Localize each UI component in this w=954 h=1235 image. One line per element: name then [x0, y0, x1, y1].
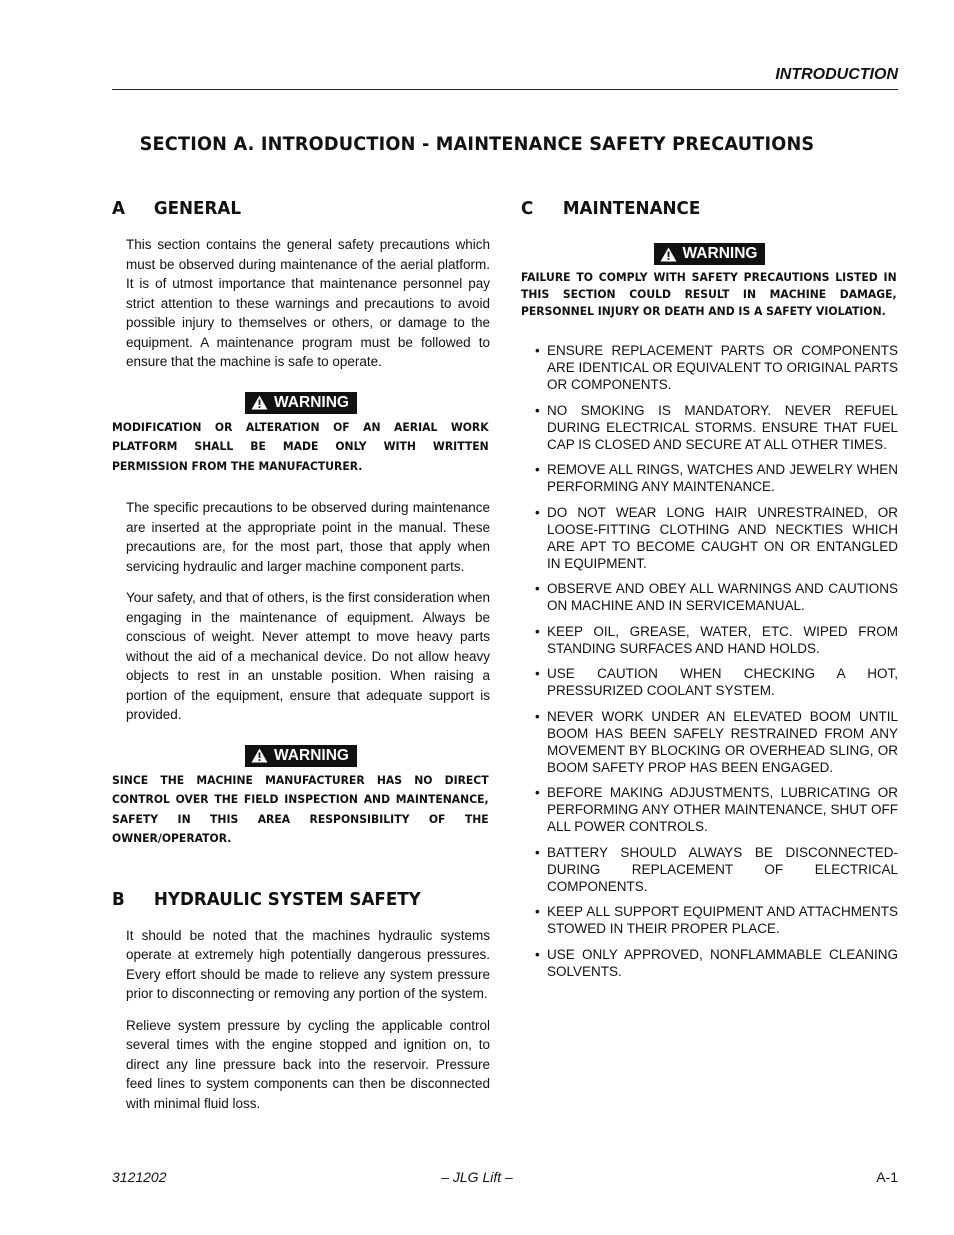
- heading-text: MAINTENANCE: [562, 198, 701, 219]
- list-item: • KEEP OIL, GREASE, WATER, ETC. WIPED FROM STANDING SURFACES AND HAND HOLDS.: [535, 623, 898, 656]
- heading-general: [112, 198, 464, 219]
- warning-triangle-icon: [251, 748, 268, 763]
- list-item: • NEVER WORK UNDER AN ELEVATED BOOM UNTIL BOOM HAS BEEN SAFELY RESTRAINED FROM ANY MOVEMENT BY BLOCKING OR OVERHEAD SLING, OR BOOM SAFETY PROP HAS BEEN ENGAGED.: [535, 708, 898, 775]
- maintenance-bullet-list: [521, 342, 898, 980]
- warning-banner: [521, 243, 898, 265]
- left-column: [112, 198, 490, 1125]
- list-item: • BEFORE MAKING ADJUSTMENTS, LUBRICATING OR PERFORMING ANY OTHER MAINTENANCE, SHUT OFF ALL POWER CONTROLS.: [535, 785, 898, 834]
- warning-triangle-icon: [660, 247, 677, 262]
- general-paragraph-1: This section contains the general safety precautions which must be observed during maintenance of the aerial platform. It is of utmost importance that maintenance personnel pay strict attention to these warnings and precautions to avoid possible injury to themselves or others, or damage to the equipment. A maintenance program must be followed to ensure that the machine is safe to operate.: [126, 237, 490, 369]
- hydraulic-paragraph-2: Relieve system pressure by cycling the applicable control several times with the engine stopped and ignition on, to direct any line pressure back into the reservoir. Pressure feed lines to system components can then be disconnected with minimal fluid loss.: [126, 1017, 490, 1111]
- list-item: • ENSURE REPLACEMENT PARTS OR COMPONENTS ARE IDENTICAL OR EQUIVALENT TO ORIGINAL PARTS OR COMPONENTS.: [535, 343, 898, 392]
- bullet-dot: •: [535, 844, 540, 860]
- warning-label: [654, 243, 766, 265]
- bullet-dot: •: [535, 581, 540, 596]
- warning-triangle-icon: [251, 395, 268, 410]
- bullet-dot: •: [535, 504, 540, 520]
- bullet-dot: •: [535, 946, 540, 962]
- hydraulic-paragraph-1: It should be noted that the machines hydraulic systems operate at extremely high potentially dangerous pressures. Every effort should be made to relieve any system pressure prior to disconnecting or removing any portion of the system.: [126, 927, 490, 1001]
- heading-letter: B: [112, 888, 125, 910]
- warning-banner: [112, 745, 490, 767]
- heading-letter: A: [112, 198, 125, 219]
- warning-text-modification: MODIFICATION OR ALTERATION OF AN AERIAL WORK PLATFORM SHALL BE MADE ONLY WITH WRITTEN PERMISSION FROM THE MANUFACTURER.: [112, 419, 489, 473]
- heading-hydraulic: [112, 889, 464, 910]
- list-item: • NO SMOKING IS MANDATORY. NEVER REFUEL DURING ELECTRICAL STORMS. ENSURE THAT FUEL CAP IS CLOSED AND SECURE AT ALL OTHER TIMES.: [535, 402, 898, 452]
- bullet-dot: •: [535, 402, 540, 418]
- bullet-dot: •: [535, 785, 540, 800]
- bullet-dot: •: [535, 708, 540, 724]
- warning-label: [245, 392, 357, 414]
- heading-text: GENERAL: [153, 198, 241, 219]
- header-rule: [112, 89, 898, 90]
- warning-label-text: WARNING: [682, 245, 758, 262]
- bullet-dot: •: [535, 462, 540, 477]
- bullet-dot: •: [535, 666, 540, 681]
- heading-maintenance: [521, 198, 872, 219]
- list-item: • KEEP ALL SUPPORT EQUIPMENT AND ATTACHMENTS STOWED IN THEIR PROPER PLACE.: [535, 904, 898, 936]
- general-paragraph-2: The specific precautions to be observed during maintenance are inserted at the appropriate point in the manual. These precautions are, for the most part, those that apply when servicing hydraulic and larger machine component parts.: [126, 500, 490, 574]
- warning-text-responsibility: SINCE THE MACHINE MANUFACTURER HAS NO DIRECT CONTROL OVER THE FIELD INSPECTION AND MAINTENANCE, SAFETY IN THIS AREA RESPONSIBILITY OF THE OWNER/OPERATOR.: [112, 772, 489, 845]
- list-item: • REMOVE ALL RINGS, WATCHES AND JEWELRY WHEN PERFORMING ANY MAINTENANCE.: [535, 462, 898, 494]
- right-column: [521, 198, 898, 988]
- warning-label-text: WARNING: [274, 393, 349, 411]
- bullet-dot: •: [535, 904, 540, 919]
- footer-page-number: A-1: [876, 1169, 898, 1185]
- list-item: • BATTERY SHOULD ALWAYS BE DISCONNECTED-DURING REPLACEMENT OF ELECTRICAL COMPONENTS.: [535, 844, 898, 894]
- bullet-dot: •: [535, 343, 540, 358]
- warning-banner: [112, 392, 490, 414]
- list-item: • OBSERVE AND OBEY ALL WARNINGS AND CAUTIONS ON MACHINE AND IN SERVICEMANUAL.: [535, 581, 898, 613]
- list-item: • DO NOT WEAR LONG HAIR UNRESTRAINED, OR LOOSE-FITTING CLOTHING AND NECKTIES WHICH ARE APT TO BECOME CAUGHT ON OR ENTANGLED IN EQUIPMENT.: [535, 504, 898, 571]
- heading-letter: C: [521, 198, 534, 219]
- bullet-dot: •: [535, 623, 540, 639]
- section-title: SECTION A. INTRODUCTION - MAINTENANCE SAFETY PRECAUTIONS: [139, 133, 815, 155]
- general-paragraph-3: Your safety, and that of others, is the first consideration when engaging in the maintenance of equipment. Always be conscious of weight. Never attempt to move heavy parts without the aid of a mechanical device. Do not allow heavy objects to rest in an unstable position. When raising a portion of the equipment, ensure that adequate support is provided.: [126, 590, 490, 722]
- list-item: • USE CAUTION WHEN CHECKING A HOT, PRESSURIZED COOLANT SYSTEM.: [535, 666, 898, 698]
- footer-publisher: – JLG Lift –: [441, 1169, 513, 1185]
- heading-text: HYDRAULIC SYSTEM SAFETY: [153, 888, 421, 910]
- warning-label: [245, 745, 357, 767]
- list-item: • USE ONLY APPROVED, NONFLAMMABLE CLEANING SOLVENTS.: [535, 946, 898, 979]
- warning-label-text: WARNING: [274, 746, 349, 764]
- warning-text-compliance: FAILURE TO COMPLY WITH SAFETY PRECAUTIONS LISTED IN THIS SECTION COULD RESULT IN MACHINE DAMAGE, PERSONNEL INJURY OR DEATH AND IS A SAFETY VIOLATION.: [521, 270, 897, 318]
- running-header-title: INTRODUCTION: [775, 66, 898, 83]
- footer-doc-number: 3121202: [112, 1169, 167, 1185]
